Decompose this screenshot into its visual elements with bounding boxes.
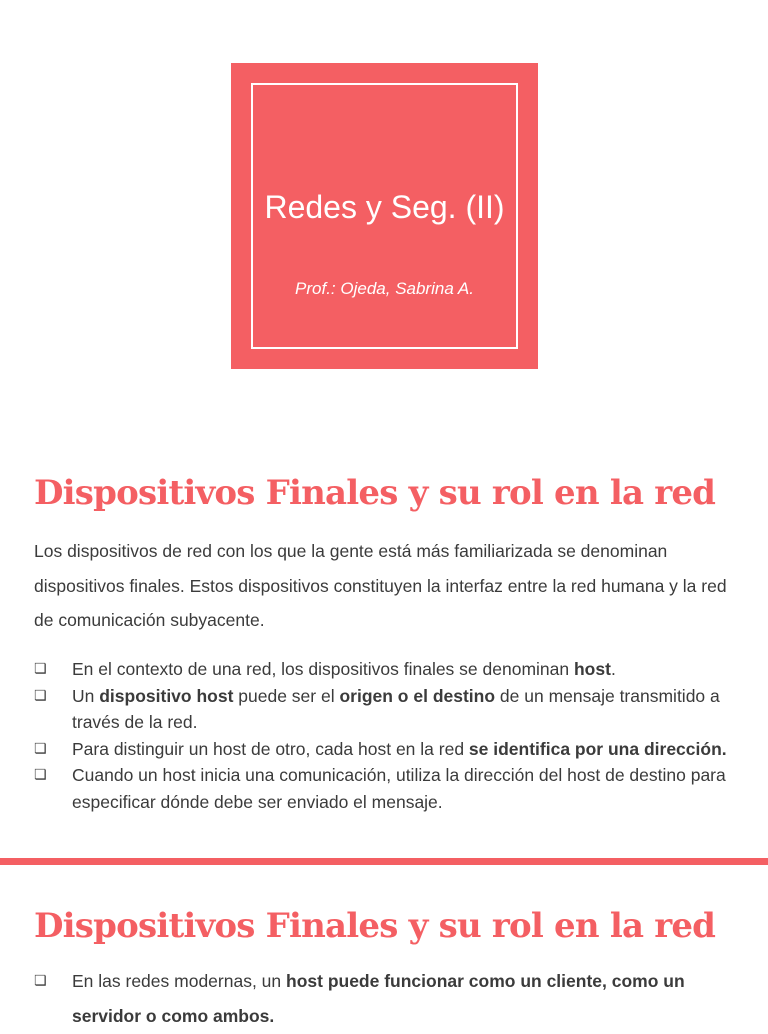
bullet-item: ❏ Un dispositivo host puede ser el origen o el destino de un mensaje transmitido a través de la red. (34, 683, 734, 736)
title-slide (231, 63, 538, 369)
slide-title: Redes y Seg. (II) (264, 189, 505, 225)
bullet-item: ❏ En las redes modernas, un host puede funcionar como un cliente, como un servidor o como ambos. (34, 964, 734, 1034)
bullet-item: ❏ Para distinguir un host de otro, cada host en la red se identifica por una dirección. (34, 736, 734, 763)
section1-bullet-list (34, 656, 734, 815)
section2-heading: Dispositivos Finales y su rol en la red (34, 906, 716, 946)
checkbox-icon: ❏ (34, 767, 47, 783)
checkbox-icon: ❏ (34, 661, 47, 677)
slide-divider (0, 858, 768, 865)
section1-heading: Dispositivos Finales y su rol en la red (34, 473, 716, 513)
bullet-item: ❏ En el contexto de una red, los dispositivos finales se denominan host. (34, 656, 734, 683)
checkbox-icon: ❏ (34, 740, 47, 757)
checkbox-icon: ❏ (34, 687, 47, 704)
checkbox-icon: ❏ (34, 973, 47, 989)
bullet-item: ❏ Cuando un host inicia una comunicación, utiliza la dirección del host de destino para especificar dónde debe ser enviado el mensaje. (34, 762, 734, 815)
title-frame (251, 83, 518, 349)
section1-intro: Los dispositivos de red con los que la gente está más familiarizada se denominan dispositivos finales. Estos dispositivos constituyen la interfaz entre la red humana y la red de comunicación subyacente. (34, 541, 727, 630)
slide-subtitle: Prof.: Ojeda, Sabrina A. (295, 279, 474, 298)
